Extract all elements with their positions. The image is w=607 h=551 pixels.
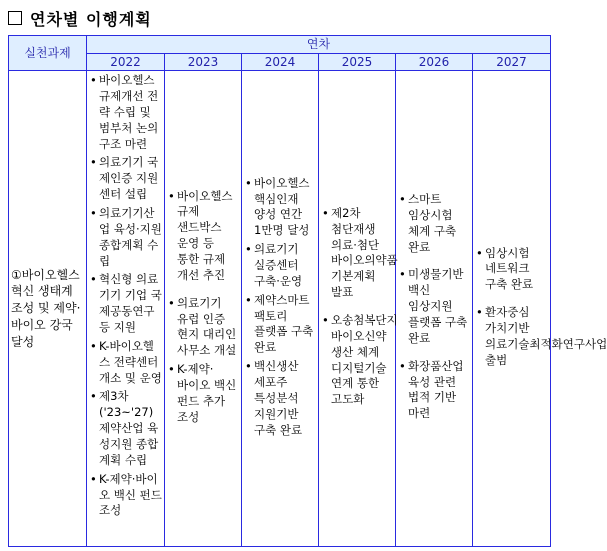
list-item: • 바이오헬스 규제개선 전략 수립 및 범부처 논의 구조 마련	[89, 73, 162, 152]
list-item: • 오송첨복단지 바이오신약 생산 체계 디지털기술 연계 통한 고도화	[321, 313, 393, 408]
list-item: • 화장품산업 육성 관련 법적 기반 마련	[398, 359, 470, 422]
col-header-task: 실천과제	[9, 36, 87, 71]
checkbox-square-icon	[8, 11, 22, 25]
list-item: • 제2차 첨단재생 의료·첨단 바이오의약품 기본계획 발표	[321, 206, 393, 301]
year-header-2026: 2026	[396, 53, 473, 71]
list-item: • 의료기기 유럽 인증 현지 대리인 사무소 개설	[167, 296, 239, 359]
year-header-2024: 2024	[242, 53, 319, 71]
list-2022	[89, 73, 162, 519]
list-2024	[244, 176, 316, 439]
cell-2027	[473, 71, 607, 547]
year-header-2027: 2027	[473, 53, 551, 71]
list-2027	[475, 245, 607, 369]
list-item: • 백신생산 세포주 특성분석 지원기반 구축 완료	[244, 359, 316, 438]
list-2025	[321, 205, 398, 408]
list-item: • 제약스마트 팩토리 플랫폼 구축 완료	[244, 293, 316, 356]
list-item: • 혁신형 의료기기 기업 국제공동연구 등 지원	[89, 272, 162, 335]
list-item: • K-제약·바이오 백신 펀드 조성	[89, 472, 162, 520]
header-row-years	[9, 53, 551, 71]
table-row	[9, 71, 551, 547]
list-item: • 바이오헬스 규제 샌드박스 운영 등 통한 규제 개선 추진	[167, 189, 239, 284]
year-header-2025: 2025	[319, 53, 396, 71]
cell-2024	[242, 71, 319, 547]
list-item: • 스마트 임상시험 체계 구축 완료	[398, 192, 470, 255]
list-item: • 바이오헬스 핵심인재 양성 연간 1만명 달성	[244, 176, 316, 239]
list-item: • K-바이오헬스 전략센터 개소 및 운영	[89, 339, 162, 387]
implementation-plan-table	[8, 35, 607, 547]
list-item: • 미생물기반 백신 임상지원 플랫폼 구축 완료	[398, 267, 470, 346]
cell-2022	[87, 71, 165, 547]
list-item: • 임상시험 네트워크 구축 완료	[475, 246, 548, 294]
task-cell: ①바이오헬스 혁신 생태계 조성 및 제약·바이오 강국 달성	[9, 71, 87, 547]
list-2023	[167, 189, 239, 426]
list-item: • K-제약·바이오 백신 펀드 추가 조성	[167, 362, 239, 425]
year-header-2022: 2022	[87, 53, 165, 71]
section-title-text: 연차별 이행계획	[30, 9, 152, 29]
cell-2025	[319, 71, 396, 547]
list-item: • 의료기기 실증센터 구축·운영	[244, 242, 316, 290]
list-item: • 의료기기 국제인증 지원센터 설립	[89, 155, 162, 203]
list-2026	[398, 192, 470, 422]
cell-2023	[165, 71, 242, 547]
list-item: • 제3차('23~'27) 제약산업 육성지원 종합계획 수립	[89, 389, 162, 468]
col-header-years: 연차	[87, 36, 551, 54]
cell-2026	[396, 71, 473, 547]
list-item: • 환자중심 가치기반 의료기술최적화연구사업 출범	[475, 305, 548, 368]
section-title	[8, 6, 152, 30]
header-row-main	[9, 36, 551, 54]
year-header-2023: 2023	[165, 53, 242, 71]
list-item: • 의료기기산업 육성·지원 종합계획 수립	[89, 206, 162, 269]
